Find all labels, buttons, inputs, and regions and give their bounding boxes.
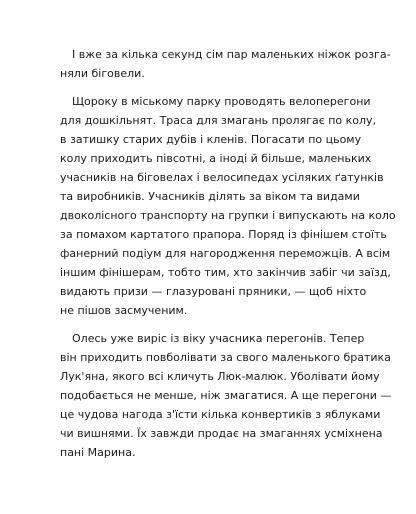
text-line: няли біговели. xyxy=(60,67,145,80)
text-line: не пішов засмученим. xyxy=(60,304,188,317)
text-line: двоколісного транспорту на групки і випускають на коло xyxy=(60,209,396,222)
text-line: він приходить повболівати за свого маленького братика xyxy=(60,351,391,364)
text-line: за помахом картатого прапора. Поряд із фінішем стоїть xyxy=(60,228,387,241)
paragraph-1 xyxy=(60,45,391,83)
text-line: фанерний подіум для нагородження переможців. А всім xyxy=(60,247,391,260)
text-line: Лук'яна, якого всі кличуть Люк-малюк. Уболівати йому xyxy=(60,370,380,383)
text-line: подобається не менше, ніж змагатися. А ще перегони — xyxy=(60,389,392,402)
text-line: І вже за кілька секунд сім пар маленьких ніжок розга- xyxy=(72,48,391,61)
text-line: іншим фінішерам, тобто тим, хто закінчив забіг чи заїзд, xyxy=(60,266,391,279)
text-line: Щороку в міському парку проводять велоперегони xyxy=(72,95,371,108)
text-line: колу приходить півсотні, а іноді й більше, маленьких xyxy=(60,152,372,165)
text-line: учасників на біговелах і велосипедах усіляких ґатунків xyxy=(60,171,384,184)
text-line: чи вишнями. Їх завжди продає на змаганнях усміхнена xyxy=(60,427,383,440)
paragraph-2 xyxy=(60,92,396,320)
text-line: пані Марина. xyxy=(60,446,136,459)
text-line: та виробників. Учасників ділять за віком та видами xyxy=(60,190,360,203)
text-line: видають призи — глазуровані пряники, — щоб ніхто xyxy=(60,285,367,298)
text-line: в затишку старих дубів і кленів. Погасати по цьому xyxy=(60,133,362,146)
paragraph-3 xyxy=(60,329,392,462)
text-line: для дошкільнят. Траса для змагань пролягає по колу, xyxy=(60,114,377,127)
text-line: Олесь уже виріс із віку учасника перегонів. Тепер xyxy=(72,332,365,345)
text-line: це чудова нагода з'їсти кілька конвертиків з яблуками xyxy=(60,408,381,421)
body-text xyxy=(60,45,396,471)
